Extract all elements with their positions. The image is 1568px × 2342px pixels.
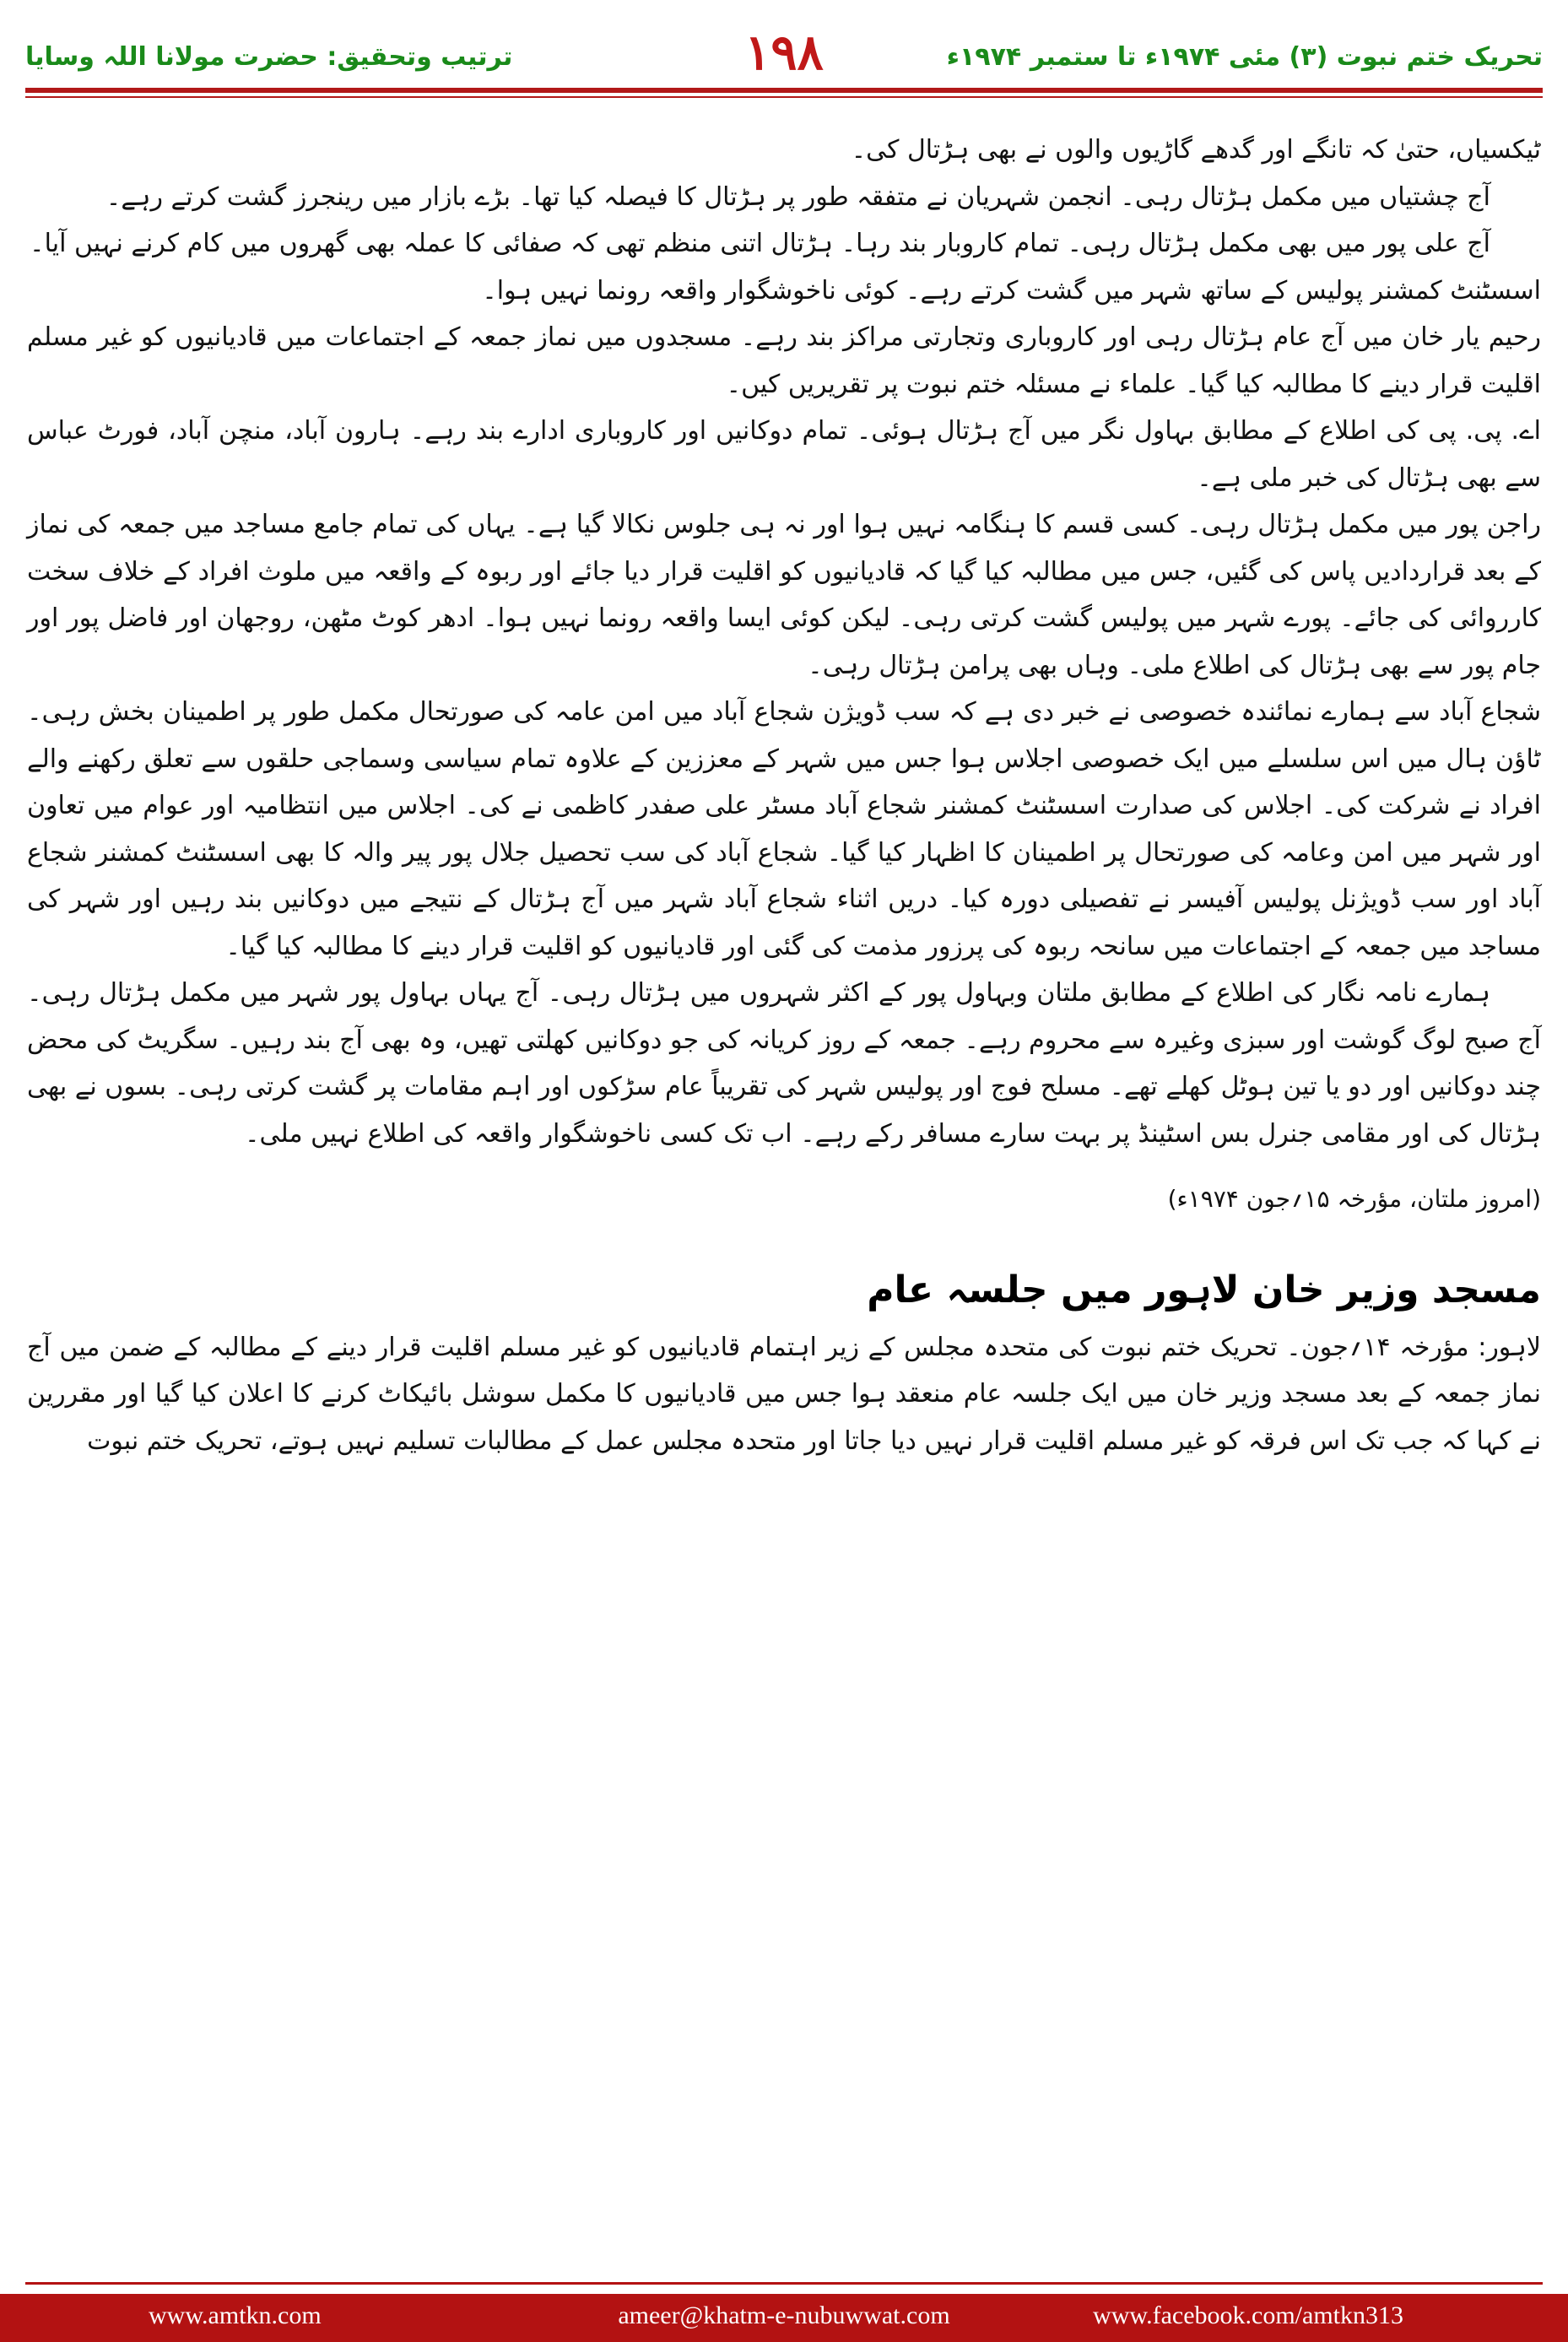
article-body bbox=[27, 127, 1541, 1464]
footer-rule bbox=[25, 2282, 1543, 2285]
footer-website-link[interactable]: www.amtkn.com bbox=[149, 2301, 322, 2329]
paragraph: ہمارے نامہ نگار کی اطلاع کے مطابق ملتان وبہاول پور کے اکثر شہروں میں ہڑتال رہی۔ آج یہاں بہاول پور شہر میں مکمل ہڑتال رہی۔ آج صبح لوگ گوشت اور سبزی وغیرہ سے محروم رہے۔ جمعہ کے روز کریانہ کی جو دوکانیں کھلتی تھیں، وہ بھی آج بند رہیں۔ سگریٹ کی محض چند دوکانیں اور دو یا تین ہوٹل کھلے تھے۔ مسلح فوج اور پولیس شہر کی تقریباً عام سڑکوں اور اہم مقامات پر گشت کرتی رہی۔ بسوں نے بھی ہڑتال کی اور مقامی جنرل بس اسٹینڈ پر بہت سارے مسافر رکے رہے۔ اب تک کسی ناخوشگوار واقعہ کی اطلاع نہیں ملی۔ bbox=[27, 978, 1541, 1149]
paragraph: ٹیکسیاں، حتیٰ کہ تانگے اور گدھے گاڑیوں والوں نے بھی ہڑتال کی۔ bbox=[851, 135, 1541, 165]
source-citation: (امروز ملتان، مؤرخہ ۱۵؍جون ۱۹۷۴ء) bbox=[1167, 1185, 1541, 1213]
page-number: ۱۹۸ bbox=[744, 24, 824, 81]
paragraph: شجاع آباد سے ہمارے نمائندہ خصوصی نے خبر دی ہے کہ سب ڈویژن شجاع آباد میں امن عامہ کی صورتحال مکمل طور پر اطمینان بخش رہی۔ ٹاؤن ہال میں اس سلسلے میں ایک خصوصی اجلاس ہوا جس میں شہر کے معززین کے علاوہ تمام سیاسی وسماجی حلقوں سے تعلق رکھنے والے افراد نے شرکت کی۔ اجلاس کی صدارت اسسٹنٹ کمشنر شجاع آباد مسٹر علی صفدر کاظمی نے کی۔ اجلاس میں انتظامیہ اور عوام میں تعاون اور شہر میں امن وعامہ کی صورتحال پر اطمینان کا اظہار کیا گیا۔ شجاع آباد کی سب تحصیل جلال پور پیر والہ کا بھی اسسٹنٹ کمشنر شجاع آباد اور سب ڈویژنل پولیس آفیسر نے تفصیلی دورہ کیا۔ دریں اثناء شجاع آباد شہر میں آج ہڑتال کے نتیجے میں دوکانیں بند رہیں اور شہر کی مساجد میں جمعہ کے اجتماعات میں سانحہ ربوہ کی پرزور مذمت کی گئی اور قادیانیوں کو اقلیت قرار دینے کا مطالبہ کیا گیا۔ bbox=[27, 697, 1541, 961]
paragraph: رحیم یار خان میں آج عام ہڑتال رہی اور کاروباری وتجارتی مراکز بند رہے۔ مسجدوں میں نماز جمعہ کے اجتماعات میں قادیانیوں کو غیر مسلم اقلیت قرار دینے کا مطالبہ کیا گیا۔ علماء نے مسئلہ ختم نبوت پر تقریریں کیں۔ bbox=[27, 322, 1541, 399]
paragraph: راجن پور میں مکمل ہڑتال رہی۔ کسی قسم کا ہنگامہ نہیں ہوا اور نہ ہی جلوس نکالا گیا ہے۔ یہاں کی تمام جامع مساجد میں جمعہ کی نماز کے بعد قراردادیں پاس کی گئیں، جس میں مطالبہ کیا گیا کہ قادیانیوں کو اقلیت قرار دیا جائے اور ربوہ کے واقعہ میں ملوث افراد کے خلاف سخت کارروائی کی جائے۔ پورے شہر میں پولیس گشت کرتی رہی۔ لیکن کوئی ایسا واقعہ رونما نہیں ہوا۔ ادھر کوٹ مٹھن، روجھان اور فاضل پور اور جام پور سے بھی ہڑتال کی اطلاع ملی۔ وہاں بھی پرامن ہڑتال رہی۔ bbox=[27, 510, 1541, 680]
page-header bbox=[0, 0, 1568, 101]
footer-facebook-link[interactable]: www.facebook.com/amtkn313 bbox=[1093, 2301, 1403, 2329]
header-rule bbox=[25, 88, 1543, 93]
header-book-title: تحریک ختم نبوت (۳) مئی ۱۹۷۴ء تا ستمبر ۱۹۷۴ء bbox=[946, 42, 1543, 72]
paragraph: اسسٹنٹ کمشنر پولیس کے ساتھ شہر میں گشت کرتے رہے۔ کوئی ناخوشگوار واقعہ رونما نہیں ہوا۔ bbox=[482, 275, 1541, 306]
header-compiler: ترتیب وتحقیق: حضرت مولانا اللہ وسایا bbox=[25, 42, 513, 72]
paragraph: آج علی پور میں بھی مکمل ہڑتال رہی۔ تمام کاروبار بند رہا۔ ہڑتال اتنی منظم تھی کہ صفائی کا عملہ بھی گھروں میں کام کرنے نہیں آیا۔ bbox=[30, 229, 1490, 258]
section-heading: مسجد وزیر خان لاہور میں جلسہ عام bbox=[867, 1268, 1541, 1312]
header-rule-thin bbox=[25, 96, 1543, 98]
section-paragraph: لاہور: مؤرخہ ۱۴؍جون۔ تحریک ختم نبوت کی متحدہ مجلس کے زیر اہتمام قادیانیوں کو غیر مسلم اقلیت قرار دینے کے مطالبہ کے ضمن میں آج نماز جمعہ کے بعد مسجد وزیر خان میں ایک جلسہ عام منعقد ہوا جس میں قادیانیوں کا مکمل سوشل بائیکاٹ کرنے کا اعلان کیا گیا اور مقررین نے کہا کہ جب تک اس فرقہ کو غیر مسلم اقلیت قرار نہیں دیا جاتا اور متحدہ مجلس عمل کے مطالبات تسلیم نہیں ہوتے، تحریک ختم نبوت bbox=[27, 1332, 1541, 1456]
footer-email-link[interactable]: ameer@khatm-e-nubuwwat.com bbox=[618, 2301, 950, 2329]
paragraph: آج چشتیاں میں مکمل ہڑتال رہی۔ انجمن شہریان نے متفقہ طور پر ہڑتال کا فیصلہ کیا تھا۔ بڑے بازار میں رینجرز گشت کرتے رہے۔ bbox=[105, 181, 1490, 212]
paragraph: اے. پی. پی کی اطلاع کے مطابق بہاول نگر میں آج ہڑتال ہوئی۔ تمام دوکانیں اور کاروباری ادارے بند رہے۔ ہارون آباد، منچن آباد، فورٹ عباس سے بھی ہڑتال کی خبر ملی ہے۔ bbox=[27, 416, 1541, 493]
